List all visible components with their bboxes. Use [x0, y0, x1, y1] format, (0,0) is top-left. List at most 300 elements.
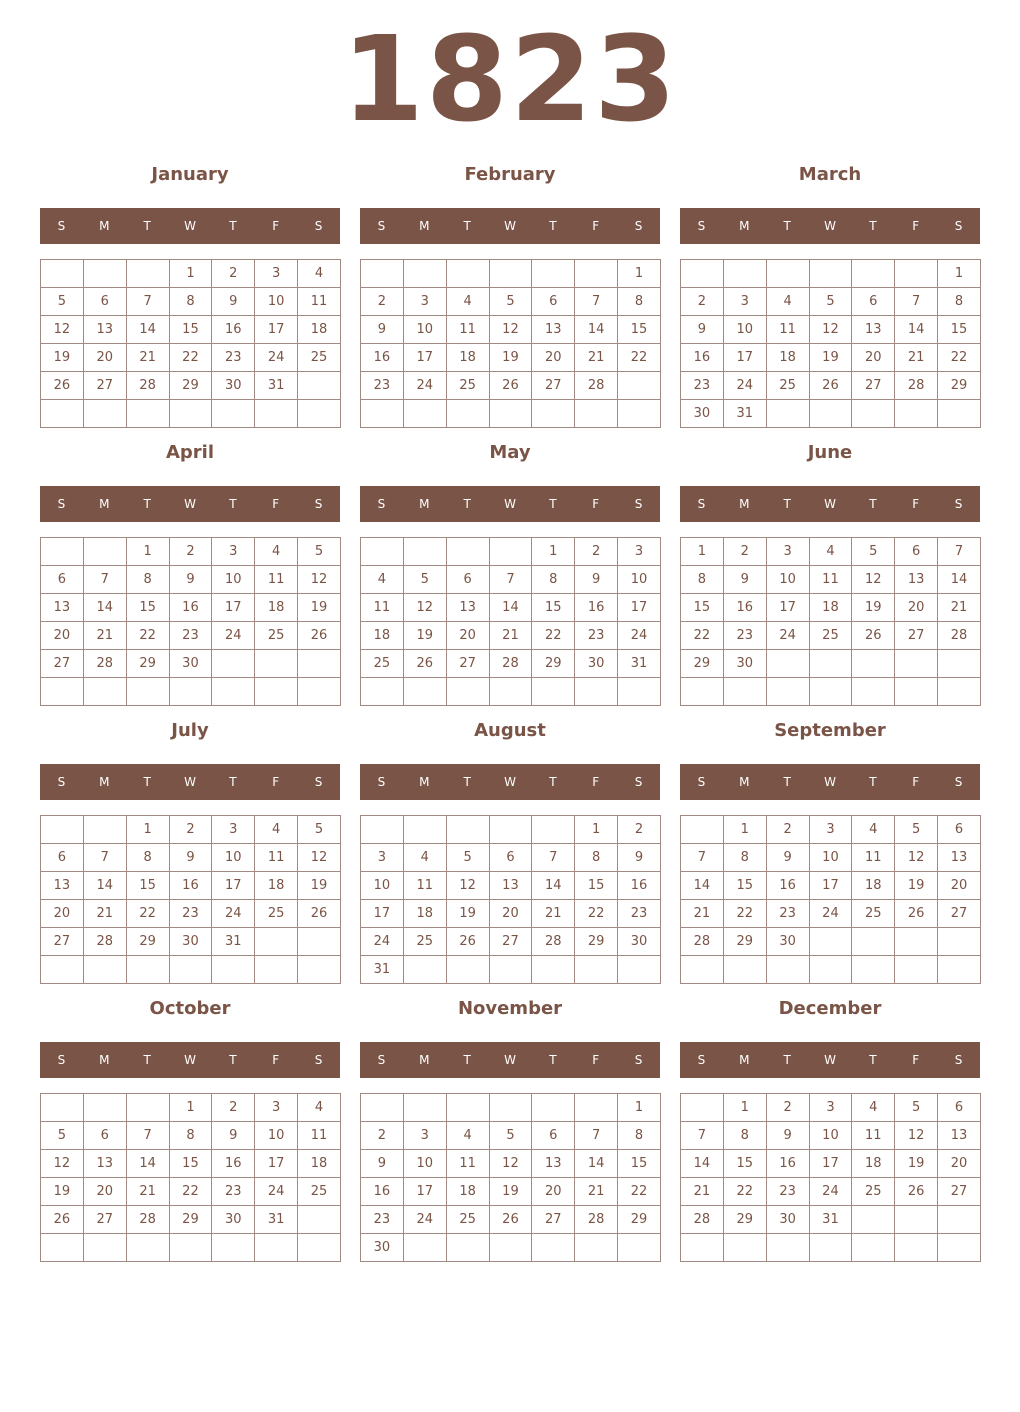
day-cell: 12	[298, 566, 341, 594]
day-cell: 30	[575, 650, 618, 678]
day-cell: 26	[809, 372, 852, 400]
day-cell	[575, 400, 618, 428]
day-cell: 16	[723, 594, 766, 622]
week-row	[41, 678, 341, 706]
day-cell: 26	[298, 900, 341, 928]
day-cell	[895, 1206, 938, 1234]
day-cell: 19	[298, 872, 341, 900]
weekday-label: S	[634, 1053, 643, 1067]
day-cell: 23	[212, 344, 255, 372]
weekday-label: S	[314, 775, 323, 789]
day-cell: 10	[255, 1122, 298, 1150]
day-cell: 14	[126, 1150, 169, 1178]
weekday-label: T	[869, 1053, 877, 1067]
day-cell: 7	[575, 288, 618, 316]
day-cell: 6	[446, 566, 489, 594]
day-cell: 21	[83, 900, 126, 928]
day-cell: 9	[618, 844, 661, 872]
week-row	[681, 1150, 981, 1178]
day-cell: 19	[809, 344, 852, 372]
day-cell: 13	[446, 594, 489, 622]
day-cell: 29	[126, 650, 169, 678]
day-cell	[681, 1094, 724, 1122]
weekday-header	[40, 1042, 340, 1078]
week-row	[41, 956, 341, 984]
day-cell: 24	[255, 344, 298, 372]
day-cell: 18	[852, 1150, 895, 1178]
day-cell: 11	[809, 566, 852, 594]
days-grid	[360, 815, 661, 984]
day-cell	[298, 650, 341, 678]
weekday-label: S	[57, 497, 66, 511]
weekday-label: S	[314, 497, 323, 511]
day-cell: 12	[41, 316, 84, 344]
month-name: January	[151, 164, 229, 185]
day-cell: 8	[938, 288, 981, 316]
day-cell	[895, 928, 938, 956]
day-cell	[852, 956, 895, 984]
day-cell	[298, 678, 341, 706]
day-cell: 24	[403, 372, 446, 400]
week-row	[681, 1234, 981, 1262]
day-cell: 31	[723, 400, 766, 428]
day-cell: 28	[532, 928, 575, 956]
weekday-header	[680, 764, 980, 800]
day-cell	[852, 650, 895, 678]
day-cell	[489, 956, 532, 984]
weekday-label: M	[99, 497, 110, 511]
day-cell: 6	[489, 844, 532, 872]
day-cell: 19	[489, 344, 532, 372]
day-cell: 21	[126, 344, 169, 372]
day-cell: 6	[83, 288, 126, 316]
day-cell: 20	[938, 1150, 981, 1178]
day-cell: 8	[723, 1122, 766, 1150]
day-cell: 15	[618, 1150, 661, 1178]
weekday-label: S	[57, 219, 66, 233]
day-cell: 21	[681, 900, 724, 928]
weekday-label: M	[99, 219, 110, 233]
day-cell: 20	[895, 594, 938, 622]
day-cell	[83, 400, 126, 428]
day-cell: 21	[938, 594, 981, 622]
week-row	[361, 344, 661, 372]
day-cell	[489, 400, 532, 428]
weekday-label: M	[99, 1053, 110, 1067]
day-cell	[532, 956, 575, 984]
week-row	[41, 372, 341, 400]
day-cell	[532, 678, 575, 706]
day-cell: 16	[575, 594, 618, 622]
day-cell: 30	[169, 650, 212, 678]
month-january	[40, 160, 340, 430]
week-row	[361, 316, 661, 344]
weekday-label: S	[377, 497, 386, 511]
weekday-label: W	[184, 219, 196, 233]
day-cell: 14	[532, 872, 575, 900]
days-grid	[360, 1093, 661, 1262]
month-name: November	[457, 998, 563, 1019]
day-cell: 1	[532, 538, 575, 566]
weekday-label: M	[99, 775, 110, 789]
day-cell	[723, 1234, 766, 1262]
day-cell: 22	[723, 900, 766, 928]
weekday-label: F	[272, 775, 280, 789]
day-cell: 7	[83, 566, 126, 594]
day-cell	[532, 1234, 575, 1262]
day-cell	[298, 928, 341, 956]
day-cell	[766, 260, 809, 288]
weekday-header	[680, 208, 980, 244]
weekday-label: F	[912, 497, 920, 511]
day-cell: 18	[446, 344, 489, 372]
day-cell	[255, 400, 298, 428]
month-name: July	[171, 720, 209, 741]
day-cell: 27	[41, 650, 84, 678]
day-cell	[575, 678, 618, 706]
day-cell: 31	[212, 928, 255, 956]
day-cell	[809, 928, 852, 956]
week-row	[681, 344, 981, 372]
day-cell: 2	[361, 288, 404, 316]
day-cell: 14	[126, 316, 169, 344]
day-cell: 1	[681, 538, 724, 566]
day-cell: 7	[532, 844, 575, 872]
day-cell: 12	[809, 316, 852, 344]
days-grid	[360, 537, 661, 706]
day-cell	[361, 400, 404, 428]
day-cell: 8	[126, 566, 169, 594]
week-row	[681, 872, 981, 900]
day-cell	[681, 956, 724, 984]
days-grid	[680, 537, 981, 706]
day-cell	[361, 678, 404, 706]
weekday-label: T	[783, 219, 791, 233]
day-cell: 10	[809, 1122, 852, 1150]
days-grid	[40, 1093, 341, 1262]
day-cell	[489, 1234, 532, 1262]
day-cell: 23	[212, 1178, 255, 1206]
day-cell: 10	[618, 566, 661, 594]
day-cell: 30	[361, 1234, 404, 1262]
day-cell: 29	[126, 928, 169, 956]
day-cell	[766, 956, 809, 984]
day-cell: 28	[126, 1206, 169, 1234]
day-cell: 9	[212, 288, 255, 316]
day-cell: 18	[809, 594, 852, 622]
day-cell: 12	[852, 566, 895, 594]
month-august	[360, 716, 660, 986]
day-cell	[169, 678, 212, 706]
weekday-label: S	[57, 1053, 66, 1067]
day-cell: 30	[212, 372, 255, 400]
day-cell: 23	[723, 622, 766, 650]
day-cell	[938, 678, 981, 706]
day-cell: 22	[126, 622, 169, 650]
day-cell: 3	[723, 288, 766, 316]
day-cell: 21	[575, 1178, 618, 1206]
day-cell: 17	[255, 1150, 298, 1178]
day-cell: 24	[723, 372, 766, 400]
day-cell: 27	[446, 650, 489, 678]
day-cell	[766, 1234, 809, 1262]
day-cell: 8	[532, 566, 575, 594]
weekday-label: T	[463, 775, 471, 789]
day-cell: 12	[41, 1150, 84, 1178]
day-cell: 7	[938, 538, 981, 566]
week-row	[681, 1094, 981, 1122]
week-row	[681, 594, 981, 622]
day-cell	[41, 400, 84, 428]
day-cell: 25	[298, 1178, 341, 1206]
day-cell	[126, 400, 169, 428]
day-cell: 12	[403, 594, 446, 622]
day-cell: 11	[298, 1122, 341, 1150]
day-cell: 13	[852, 316, 895, 344]
day-cell: 18	[361, 622, 404, 650]
day-cell: 22	[169, 1178, 212, 1206]
day-cell: 1	[938, 260, 981, 288]
day-cell: 24	[255, 1178, 298, 1206]
days-grid	[40, 537, 341, 706]
week-row	[41, 400, 341, 428]
day-cell: 14	[489, 594, 532, 622]
day-cell: 20	[446, 622, 489, 650]
day-cell	[361, 260, 404, 288]
day-cell: 31	[809, 1206, 852, 1234]
day-cell: 6	[41, 566, 84, 594]
day-cell: 31	[255, 372, 298, 400]
day-cell: 2	[169, 538, 212, 566]
day-cell	[532, 816, 575, 844]
day-cell: 24	[403, 1206, 446, 1234]
month-december	[680, 994, 980, 1264]
day-cell	[575, 260, 618, 288]
day-cell: 19	[852, 594, 895, 622]
weekday-label: T	[143, 219, 151, 233]
weekday-label: W	[184, 1053, 196, 1067]
day-cell: 31	[618, 650, 661, 678]
day-cell: 28	[575, 372, 618, 400]
day-cell: 27	[852, 372, 895, 400]
month-june	[680, 438, 980, 708]
day-cell	[361, 816, 404, 844]
day-cell: 4	[361, 566, 404, 594]
day-cell: 20	[83, 344, 126, 372]
day-cell: 25	[298, 344, 341, 372]
day-cell: 25	[766, 372, 809, 400]
week-row	[361, 622, 661, 650]
day-cell: 28	[681, 1206, 724, 1234]
day-cell: 16	[169, 594, 212, 622]
day-cell: 16	[361, 344, 404, 372]
day-cell: 5	[403, 566, 446, 594]
day-cell: 5	[41, 288, 84, 316]
day-cell: 22	[938, 344, 981, 372]
month-name: June	[807, 442, 853, 463]
weekday-label: W	[824, 1053, 836, 1067]
week-row	[681, 650, 981, 678]
day-cell: 2	[766, 816, 809, 844]
weekday-label: F	[592, 219, 600, 233]
day-cell: 13	[489, 872, 532, 900]
day-cell: 18	[255, 872, 298, 900]
day-cell: 3	[403, 288, 446, 316]
week-row	[41, 1234, 341, 1262]
day-cell	[852, 260, 895, 288]
weekday-label: T	[463, 1053, 471, 1067]
week-row	[41, 844, 341, 872]
day-cell: 26	[895, 1178, 938, 1206]
day-cell: 9	[575, 566, 618, 594]
day-cell	[403, 678, 446, 706]
day-cell: 21	[895, 344, 938, 372]
day-cell: 30	[681, 400, 724, 428]
day-cell	[723, 956, 766, 984]
day-cell: 5	[298, 816, 341, 844]
week-row	[41, 1094, 341, 1122]
day-cell	[938, 956, 981, 984]
day-cell	[618, 678, 661, 706]
week-row	[41, 1178, 341, 1206]
day-cell: 23	[169, 900, 212, 928]
day-cell	[809, 1234, 852, 1262]
day-cell: 21	[489, 622, 532, 650]
day-cell: 14	[938, 566, 981, 594]
day-cell: 11	[298, 288, 341, 316]
day-cell	[895, 1234, 938, 1262]
weekday-label: W	[504, 497, 516, 511]
day-cell: 2	[618, 816, 661, 844]
day-cell: 1	[575, 816, 618, 844]
day-cell: 29	[681, 650, 724, 678]
day-cell	[852, 1206, 895, 1234]
day-cell	[895, 260, 938, 288]
day-cell	[41, 678, 84, 706]
day-cell	[212, 956, 255, 984]
day-cell: 4	[298, 260, 341, 288]
week-row	[361, 538, 661, 566]
month-name: August	[474, 720, 546, 741]
day-cell	[212, 678, 255, 706]
day-cell	[766, 400, 809, 428]
day-cell	[809, 650, 852, 678]
day-cell: 24	[809, 900, 852, 928]
week-row	[361, 900, 661, 928]
day-cell: 12	[895, 1122, 938, 1150]
day-cell: 26	[41, 372, 84, 400]
day-cell: 12	[298, 844, 341, 872]
day-cell: 19	[446, 900, 489, 928]
day-cell	[403, 260, 446, 288]
weekday-label: S	[954, 497, 963, 511]
day-cell: 27	[532, 372, 575, 400]
day-cell	[255, 928, 298, 956]
week-row	[41, 622, 341, 650]
week-row	[681, 316, 981, 344]
day-cell: 27	[938, 1178, 981, 1206]
day-cell: 30	[723, 650, 766, 678]
day-cell: 29	[575, 928, 618, 956]
weekday-label: S	[954, 775, 963, 789]
weekday-label: M	[419, 775, 430, 789]
week-row	[41, 538, 341, 566]
day-cell: 8	[723, 844, 766, 872]
weekday-label: T	[869, 219, 877, 233]
day-cell: 22	[618, 344, 661, 372]
day-cell: 2	[361, 1122, 404, 1150]
day-cell	[298, 400, 341, 428]
day-cell: 28	[83, 928, 126, 956]
day-cell	[298, 372, 341, 400]
day-cell: 20	[938, 872, 981, 900]
day-cell: 1	[723, 1094, 766, 1122]
day-cell: 9	[212, 1122, 255, 1150]
day-cell: 25	[809, 622, 852, 650]
day-cell: 26	[489, 1206, 532, 1234]
day-cell: 20	[41, 622, 84, 650]
day-cell: 2	[681, 288, 724, 316]
weekday-header	[40, 486, 340, 522]
day-cell: 23	[361, 1206, 404, 1234]
weekday-label: M	[739, 1053, 750, 1067]
day-cell: 26	[41, 1206, 84, 1234]
day-cell: 11	[446, 316, 489, 344]
day-cell: 3	[403, 1122, 446, 1150]
day-cell: 6	[532, 1122, 575, 1150]
day-cell	[83, 1234, 126, 1262]
weekday-label: T	[783, 497, 791, 511]
day-cell: 6	[532, 288, 575, 316]
week-row	[361, 650, 661, 678]
day-cell	[403, 1234, 446, 1262]
day-cell: 11	[446, 1150, 489, 1178]
day-cell	[41, 956, 84, 984]
day-cell: 16	[212, 316, 255, 344]
day-cell: 4	[766, 288, 809, 316]
day-cell: 15	[723, 1150, 766, 1178]
day-cell: 10	[212, 566, 255, 594]
day-cell: 5	[446, 844, 489, 872]
day-cell: 5	[489, 288, 532, 316]
day-cell: 3	[212, 538, 255, 566]
month-name: May	[489, 442, 531, 463]
day-cell: 26	[852, 622, 895, 650]
day-cell: 4	[255, 538, 298, 566]
day-cell	[852, 928, 895, 956]
day-cell	[938, 400, 981, 428]
day-cell: 28	[938, 622, 981, 650]
month-november	[360, 994, 660, 1264]
day-cell: 24	[212, 622, 255, 650]
day-cell	[83, 260, 126, 288]
month-name: March	[798, 164, 862, 185]
day-cell: 27	[489, 928, 532, 956]
week-row	[681, 816, 981, 844]
day-cell	[212, 400, 255, 428]
day-cell	[489, 260, 532, 288]
day-cell: 11	[255, 844, 298, 872]
day-cell: 17	[403, 344, 446, 372]
day-cell: 13	[83, 1150, 126, 1178]
day-cell: 3	[255, 260, 298, 288]
day-cell: 23	[169, 622, 212, 650]
day-cell: 9	[766, 1122, 809, 1150]
day-cell: 23	[766, 900, 809, 928]
weekday-label: S	[57, 775, 66, 789]
day-cell: 5	[895, 1094, 938, 1122]
day-cell: 8	[169, 288, 212, 316]
